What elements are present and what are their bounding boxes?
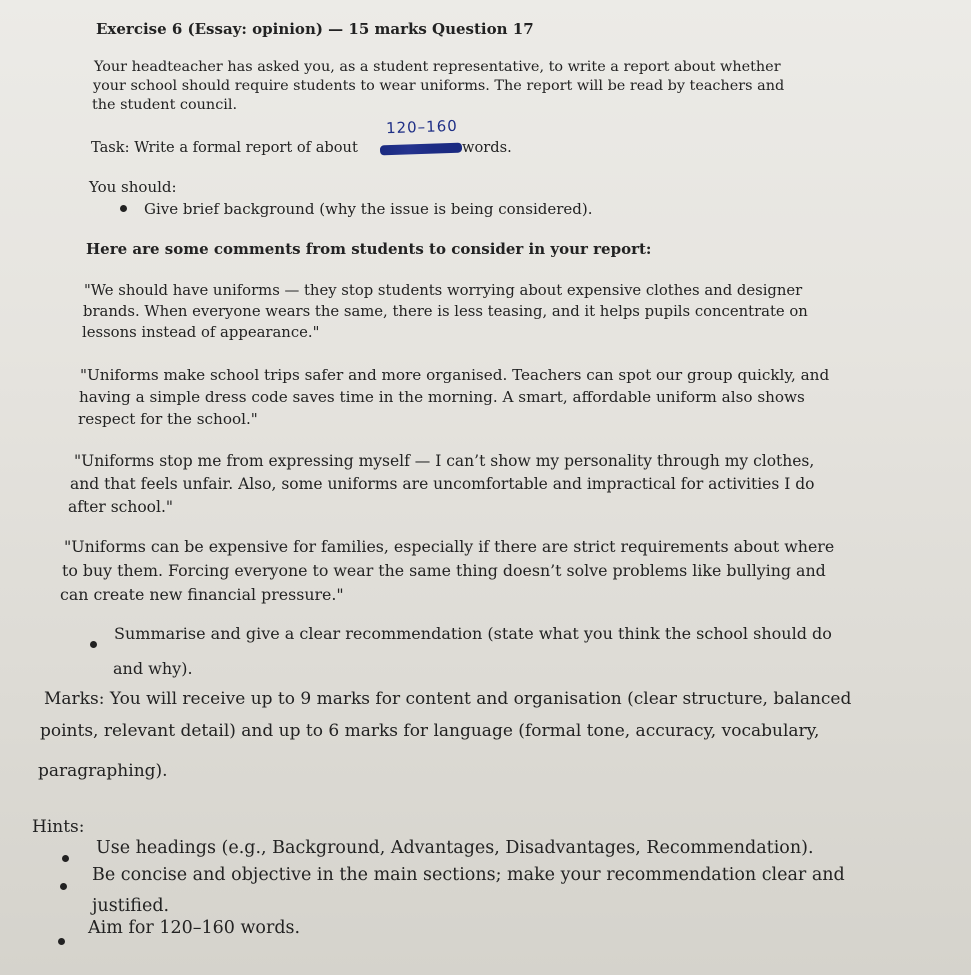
handwritten-word-count: 120–160 <box>385 116 459 138</box>
comments-heading: Here are some comments from students to consider in your report: <box>86 240 652 258</box>
instruction-recommendation-line-2: and why). <box>113 659 193 678</box>
marks-line-1: Marks: You will receive up to 9 marks for content and organisation (clear structure, balanced <box>44 689 852 709</box>
hint-word-count: Aim for 120–160 words. <box>88 918 301 938</box>
task-suffix: words. <box>462 139 512 156</box>
bullet-icon <box>60 883 67 890</box>
comment-3-line-3: after school." <box>68 498 174 516</box>
comment-2-line-3: respect for the school." <box>78 410 258 428</box>
bullet-icon <box>120 205 127 212</box>
comment-4-line-2: to buy them. Forcing everyone to wear the same thing doesn’t solve problems like bullying and <box>62 561 826 580</box>
bullet-icon <box>58 938 65 945</box>
hint-concise-line-2: justified. <box>92 896 170 916</box>
comment-3-line-2: and that feels unfair. Also, some uniforms are uncomfortable and impractical for activities I do <box>70 475 815 493</box>
prompt-line-3: the student council. <box>92 97 238 113</box>
marks-line-2: points, relevant detail) and up to 6 marks for language (formal tone, accuracy, vocabulary, <box>40 721 820 741</box>
hints-label: Hints: <box>32 817 85 837</box>
you-should-label: You should: <box>89 178 177 196</box>
comment-1-line-2: brands. When everyone wears the same, there is less teasing, and it helps pupils concentrate on <box>83 303 808 320</box>
comment-4-line-1: "Uniforms can be expensive for families, especially if there are strict requirements about where <box>64 537 835 556</box>
instruction-background: Give brief background (why the issue is being considered). <box>144 200 593 218</box>
comment-3-line-1: "Uniforms stop me from expressing myself — I can’t show my personality through my clothes, <box>74 452 815 470</box>
bullet-icon <box>62 855 69 862</box>
bullet-icon <box>90 641 97 648</box>
marks-line-3: paragraphing). <box>38 761 168 781</box>
task-prefix: Task: Write a formal report of about <box>91 139 358 156</box>
comment-4-line-3: can create new financial pressure." <box>60 585 344 604</box>
prompt-line-1: Your headteacher has asked you, as a student representative, to write a report about whether <box>94 59 781 75</box>
exercise-title: Exercise 6 (Essay: opinion) — 15 marks Question 17 <box>96 20 534 38</box>
comment-1-line-3: lessons instead of appearance." <box>82 324 320 341</box>
comment-2-line-1: "Uniforms make school trips safer and more organised. Teachers can spot our group quickly, and <box>80 366 830 384</box>
instruction-recommendation-line-1: Summarise and give a clear recommendation (state what you think the school should do <box>114 624 832 643</box>
hint-headings: Use headings (e.g., Background, Advantages, Disadvantages, Recommendation). <box>96 838 814 858</box>
comment-1-line-1: "We should have uniforms — they stop students worrying about expensive clothes and designer <box>84 282 803 299</box>
comment-2-line-2: having a simple dress code saves time in the morning. A smart, affordable uniform also shows <box>79 388 805 406</box>
prompt-line-2: your school should require students to wear uniforms. The report will be read by teachers and <box>93 78 785 94</box>
crossed-out-text <box>380 143 462 156</box>
hint-concise-line-1: Be concise and objective in the main sections; make your recommendation clear and <box>92 865 845 885</box>
